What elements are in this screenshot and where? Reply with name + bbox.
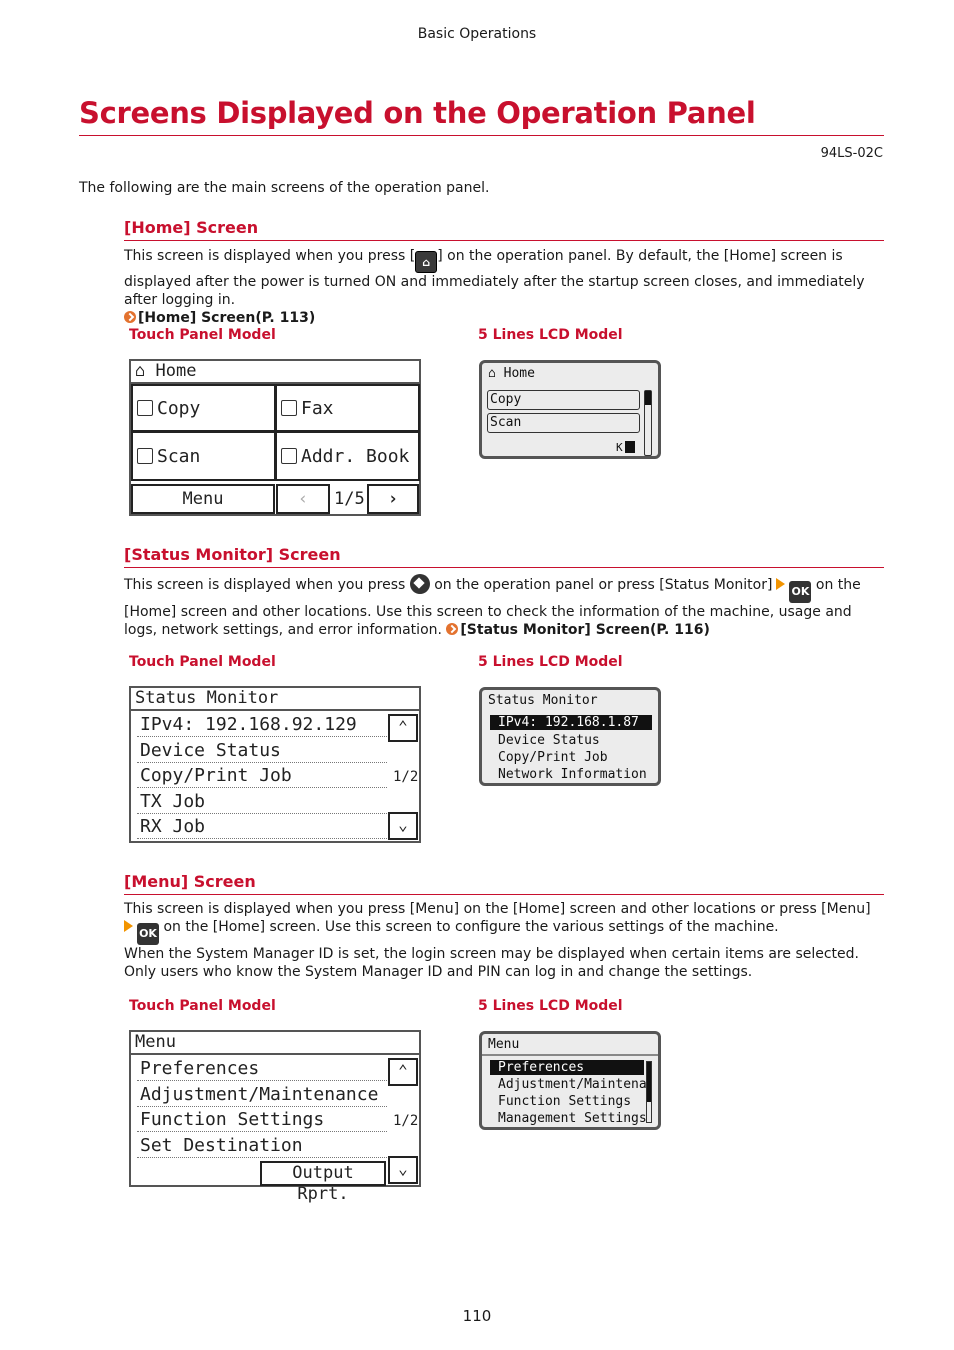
- home-description: [124, 247, 884, 327]
- status-touch-screen: [129, 686, 421, 843]
- status-monitor-key-icon: [410, 574, 430, 594]
- status-lcd-bar: Status Monitor: [488, 693, 598, 708]
- status-lcd-label: 5 Lines LCD Model: [478, 654, 623, 670]
- home-ref-link[interactable]: [Home] Screen(P. 113): [138, 310, 316, 326]
- home-lcd-bar: [482, 363, 658, 385]
- lcd-network-info-item[interactable]: Network Information: [498, 767, 647, 782]
- page-number: 110: [462, 1307, 492, 1325]
- link-arrow-icon: [446, 623, 458, 635]
- lcd-scroll-thumb: [647, 1062, 651, 1102]
- status-rule: [124, 567, 884, 568]
- status-touch-bar: Status Monitor: [131, 688, 419, 711]
- home-touch-screen: [129, 359, 421, 516]
- title-rule: [79, 135, 884, 136]
- ok-key-icon: OK: [789, 581, 811, 603]
- menu-description: [124, 900, 884, 981]
- running-header: Basic Operations: [417, 26, 537, 42]
- menu-lcd-bar: Menu: [482, 1034, 658, 1056]
- status-text-part2: on the operation panel or press [Status Monitor]: [434, 577, 773, 593]
- menu-text-part2: on the [Home] screen. Use this screen to configure the various settings of the machine.: [163, 919, 779, 935]
- menu-text-part3: When the System Manager ID is set, the login screen may be displayed when certain items are selected. Only users who know the System Manager ID and PIN can log in and change the settings.: [124, 946, 859, 980]
- menu-page-indicator: 1/2: [393, 1113, 419, 1129]
- copy-tile-label: Copy: [157, 397, 201, 419]
- menu-touch-label: Touch Panel Model: [129, 998, 276, 1014]
- lcd-scrollbar: [644, 390, 652, 456]
- doc-code: 94LS-02C: [820, 146, 883, 161]
- menu-lcd-label: 5 Lines LCD Model: [478, 998, 623, 1014]
- menu-row-adjustment[interactable]: Adjustment/Maintenance: [137, 1082, 387, 1107]
- fax-tile-label: Fax: [301, 397, 334, 419]
- toner-level-icon: [625, 441, 635, 453]
- copy-tile[interactable]: [131, 384, 276, 432]
- home-key-icon: ⌂: [415, 251, 437, 273]
- home-text-part1: This screen is displayed when you press [: [124, 248, 416, 264]
- fax-icon: [281, 400, 297, 416]
- status-row-tx-job[interactable]: TX Job: [137, 789, 387, 814]
- status-section-title: [Status Monitor] Screen: [124, 545, 341, 564]
- menu-lcd-screen: [479, 1031, 661, 1130]
- lcd-copy-print-item[interactable]: Copy/Print Job: [498, 750, 608, 765]
- home-lcd-bar-title: Home: [503, 366, 535, 381]
- status-page-indicator: 1/2: [393, 769, 419, 785]
- scroll-up-button[interactable]: ⌃: [388, 714, 418, 742]
- lcd-function-settings-item[interactable]: Function Settings: [498, 1094, 632, 1109]
- scroll-up-button[interactable]: ⌃: [388, 1058, 418, 1086]
- menu-rule: [124, 894, 884, 895]
- link-arrow-icon: [124, 311, 136, 323]
- home-lcd-screen: [479, 360, 661, 459]
- lcd-management-settings-item[interactable]: Management Settings: [498, 1111, 647, 1126]
- status-text-part1: This screen is displayed when you press: [124, 577, 406, 593]
- home-text-part2: ] on the operation panel. By default, the [Home] screen is displayed after the power is turned ON and immediately after the startup screen closes, and immediately after logging in.: [124, 248, 865, 308]
- scan-tile[interactable]: [131, 431, 276, 481]
- status-row-rx-job[interactable]: RX Job: [137, 814, 387, 839]
- toner-k-label: K: [616, 441, 623, 454]
- status-row-copy-print-job[interactable]: Copy/Print Job: [137, 763, 387, 788]
- output-report-button[interactable]: Output Rprt.: [260, 1161, 386, 1186]
- status-row-device-status[interactable]: Device Status: [137, 738, 387, 763]
- scroll-down-button[interactable]: ⌄: [388, 1156, 418, 1184]
- addr-book-tile[interactable]: [275, 431, 420, 481]
- menu-row-function-settings[interactable]: Function Settings: [137, 1107, 387, 1132]
- prev-page-button[interactable]: ‹: [276, 484, 330, 514]
- lcd-scroll-thumb: [645, 391, 651, 405]
- home-touch-bar: [131, 361, 419, 384]
- scan-icon: [137, 448, 153, 464]
- ok-key-icon: OK: [137, 923, 159, 945]
- step-arrow-icon: [776, 578, 785, 590]
- lcd-ipv4-item[interactable]: IPv4: 192.168.1.87: [490, 715, 652, 730]
- home-icon: ⌂: [488, 366, 504, 381]
- status-ref-link[interactable]: [Status Monitor] Screen(P. 116): [460, 622, 710, 638]
- addr-book-tile-label: Addr. Book: [301, 445, 410, 467]
- menu-row-set-destination[interactable]: Set Destination: [137, 1133, 387, 1158]
- intro-text: The following are the main screens of the operation panel.: [79, 180, 490, 196]
- page-title: Screens Displayed on the Operation Panel: [79, 96, 756, 130]
- status-row-ipv4[interactable]: IPv4: 192.168.92.129: [137, 712, 387, 737]
- lcd-adjustment-item[interactable]: Adjustment/Maintena: [498, 1077, 647, 1092]
- menu-text-part1: This screen is displayed when you press [Menu] on the [Home] screen and other locations or press [Menu]: [124, 901, 871, 917]
- lcd-copy-item[interactable]: Copy: [487, 390, 640, 410]
- home-touch-label: Touch Panel Model: [129, 327, 276, 343]
- next-page-button[interactable]: ›: [367, 484, 419, 514]
- menu-touch-screen: [129, 1030, 421, 1204]
- home-touch-bar-title: Home: [155, 361, 197, 381]
- lcd-device-status-item[interactable]: Device Status: [498, 733, 600, 748]
- status-text-part3: on the [Home] screen and other locations. Use this screen to check the information of the machine, usage and logs, network settings, and error information.: [124, 577, 861, 638]
- menu-row-preferences[interactable]: Preferences: [137, 1056, 387, 1081]
- step-arrow-icon: [124, 920, 133, 932]
- home-icon: ⌂: [135, 361, 156, 381]
- status-description: [124, 574, 884, 639]
- home-rule: [124, 240, 884, 241]
- toner-indicator: [616, 441, 635, 454]
- fax-tile[interactable]: [275, 384, 420, 432]
- scan-tile-label: Scan: [157, 445, 201, 467]
- menu-button[interactable]: Menu: [131, 484, 275, 514]
- home-section-title: [Home] Screen: [124, 218, 259, 237]
- lcd-scan-item[interactable]: Scan: [487, 413, 640, 433]
- home-page-indicator: 1/5: [334, 489, 365, 509]
- status-lcd-screen: [479, 687, 661, 786]
- lcd-preferences-item[interactable]: Preferences: [490, 1060, 644, 1075]
- copy-icon: [137, 400, 153, 416]
- home-lcd-label: 5 Lines LCD Model: [478, 327, 623, 343]
- menu-touch-bar: Menu: [131, 1032, 419, 1055]
- lcd-scrollbar: [646, 1061, 652, 1123]
- status-touch-label: Touch Panel Model: [129, 654, 276, 670]
- menu-section-title: [Menu] Screen: [124, 872, 256, 891]
- scroll-down-button[interactable]: ⌄: [388, 812, 418, 840]
- addr-book-icon: [281, 448, 297, 464]
